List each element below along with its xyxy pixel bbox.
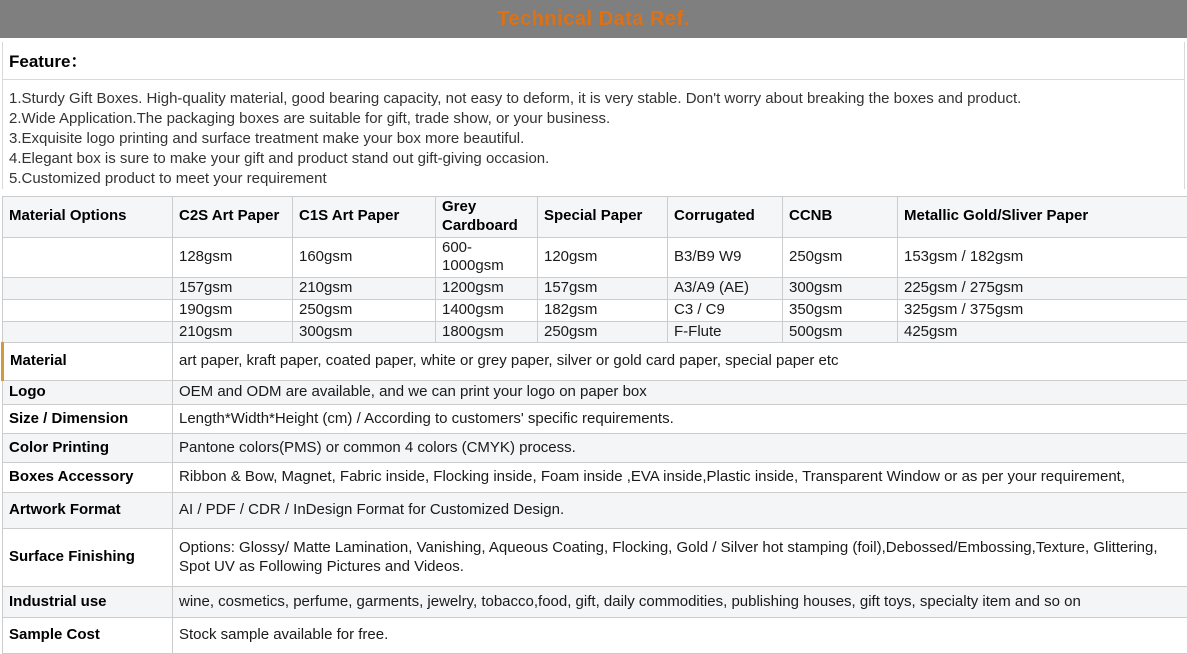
spec-value: Length*Width*Height (cm) / According to customers' specific requirements. bbox=[173, 405, 1187, 434]
table-row-surface-finishing bbox=[3, 529, 1187, 587]
spec-cell-empty bbox=[3, 299, 173, 321]
spec-label: Size / Dimension bbox=[3, 405, 173, 434]
table-row-artwork-format bbox=[3, 493, 1187, 529]
spec-cell: F-Flute bbox=[668, 321, 783, 343]
spec-cell: 157gsm bbox=[173, 278, 293, 300]
spec-cell: B3/B9 W9 bbox=[668, 237, 783, 278]
spec-label: Boxes Accessory bbox=[3, 463, 173, 493]
spec-cell: 153gsm / 182gsm bbox=[898, 237, 1187, 278]
spec-cell-empty bbox=[3, 278, 173, 300]
spec-label: Material bbox=[3, 343, 173, 381]
feature-item: 2.Wide Application.The packaging boxes are suitable for gift, trade show, or your business. bbox=[9, 109, 1178, 129]
spec-cell: 120gsm bbox=[538, 237, 668, 278]
spec-cell: 300gsm bbox=[783, 278, 898, 300]
column-header-metallic-paper: Metallic Gold/Sliver Paper bbox=[898, 197, 1187, 238]
spec-label: Sample Cost bbox=[3, 618, 173, 654]
spec-value: AI / PDF / CDR / InDesign Format for Customized Design. bbox=[173, 493, 1187, 529]
table-row-sample-cost bbox=[3, 618, 1187, 654]
feature-list bbox=[3, 80, 1184, 189]
table-row-size-dimension bbox=[3, 405, 1187, 434]
feature-item: 5.Customized product to meet your requirement bbox=[9, 169, 1178, 189]
spec-cell: 210gsm bbox=[293, 278, 436, 300]
table-row-boxes-accessory bbox=[3, 463, 1187, 493]
spec-cell: 1800gsm bbox=[436, 321, 538, 343]
feature-item: 1.Sturdy Gift Boxes. High-quality material, good bearing capacity, not easy to deform, it is very stable. Don't worry about breaking the boxes and product. bbox=[9, 89, 1178, 109]
spec-value: Ribbon & Bow, Magnet, Fabric inside, Flocking inside, Foam inside ,EVA inside,Plastic inside, Transparent Window or as per your requirement, bbox=[173, 463, 1187, 493]
column-header-special-paper: Special Paper bbox=[538, 197, 668, 238]
spec-cell: 210gsm bbox=[173, 321, 293, 343]
feature-item: 3.Exquisite logo printing and surface treatment make your box more beautiful. bbox=[9, 129, 1178, 149]
spec-cell: 160gsm bbox=[293, 237, 436, 278]
spec-value: OEM and ODM are available, and we can print your logo on paper box bbox=[173, 381, 1187, 405]
spec-value: Pantone colors(PMS) or common 4 colors (CMYK) process. bbox=[173, 434, 1187, 463]
table-row-color-printing bbox=[3, 434, 1187, 463]
spec-cell-empty bbox=[3, 237, 173, 278]
table-row bbox=[3, 321, 1187, 343]
table-row-logo bbox=[3, 381, 1187, 405]
detail-rows bbox=[3, 343, 1187, 654]
banner bbox=[0, 0, 1187, 38]
spec-label: Logo bbox=[3, 381, 173, 405]
spec-label: Surface Finishing bbox=[3, 529, 173, 587]
spec-label: Artwork Format bbox=[3, 493, 173, 529]
spec-cell: C3 / C9 bbox=[668, 299, 783, 321]
spec-cell: 325gsm / 375gsm bbox=[898, 299, 1187, 321]
table-row bbox=[3, 278, 1187, 300]
banner-title: Technical Data Ref. bbox=[497, 8, 690, 30]
spec-cell: 500gsm bbox=[783, 321, 898, 343]
gsm-rows bbox=[3, 237, 1187, 343]
column-header-grey-cardboard: Grey Cardboard bbox=[436, 197, 538, 238]
spec-cell: 190gsm bbox=[173, 299, 293, 321]
spec-cell: 225gsm / 275gsm bbox=[898, 278, 1187, 300]
spec-value: Options: Glossy/ Matte Lamination, Vanishing, Aqueous Coating, Flocking, Gold / Silver hot stamping (foil),Debossed/Embossing,Texture, Glittering, Spot UV as Following Pictures and Videos. bbox=[173, 529, 1187, 587]
feature-heading: Feature： bbox=[3, 42, 1184, 80]
spec-cell-empty bbox=[3, 321, 173, 343]
spec-cell: 300gsm bbox=[293, 321, 436, 343]
spec-cell: 128gsm bbox=[173, 237, 293, 278]
column-header-material-options: Material Options bbox=[3, 197, 173, 238]
spec-cell: 1200gsm bbox=[436, 278, 538, 300]
column-header-c2s-art-paper: C2S Art Paper bbox=[173, 197, 293, 238]
spec-label: Color Printing bbox=[3, 434, 173, 463]
spec-cell: A3/A9 (AE) bbox=[668, 278, 783, 300]
table-row bbox=[3, 237, 1187, 278]
spec-cell: 1400gsm bbox=[436, 299, 538, 321]
spec-value: Stock sample available for free. bbox=[173, 618, 1187, 654]
spec-cell: 250gsm bbox=[783, 237, 898, 278]
spec-cell: 350gsm bbox=[783, 299, 898, 321]
table-row-industrial-use bbox=[3, 587, 1187, 618]
spec-table bbox=[1, 196, 1187, 654]
spec-cell: 425gsm bbox=[898, 321, 1187, 343]
spec-value: wine, cosmetics, perfume, garments, jewelry, tobacco,food, gift, daily commodities, publishing houses, gift toys, specialty item and so on bbox=[173, 587, 1187, 618]
feature-item: 4.Elegant box is sure to make your gift and product stand out gift-giving occasion. bbox=[9, 149, 1178, 169]
column-header-corrugated: Corrugated bbox=[668, 197, 783, 238]
column-header-c1s-art-paper: C1S Art Paper bbox=[293, 197, 436, 238]
spec-cell: 250gsm bbox=[293, 299, 436, 321]
spec-label: Industrial use bbox=[3, 587, 173, 618]
spec-cell: 157gsm bbox=[538, 278, 668, 300]
spec-cell: 250gsm bbox=[538, 321, 668, 343]
spec-cell: 600-1000gsm bbox=[436, 237, 538, 278]
table-row bbox=[3, 299, 1187, 321]
spec-value: art paper, kraft paper, coated paper, white or grey paper, silver or gold card paper, special paper etc bbox=[173, 343, 1187, 381]
table-header-row bbox=[3, 197, 1187, 238]
column-header-ccnb: CCNB bbox=[783, 197, 898, 238]
feature-section bbox=[2, 42, 1185, 189]
spec-cell: 182gsm bbox=[538, 299, 668, 321]
table-row-material bbox=[3, 343, 1187, 381]
